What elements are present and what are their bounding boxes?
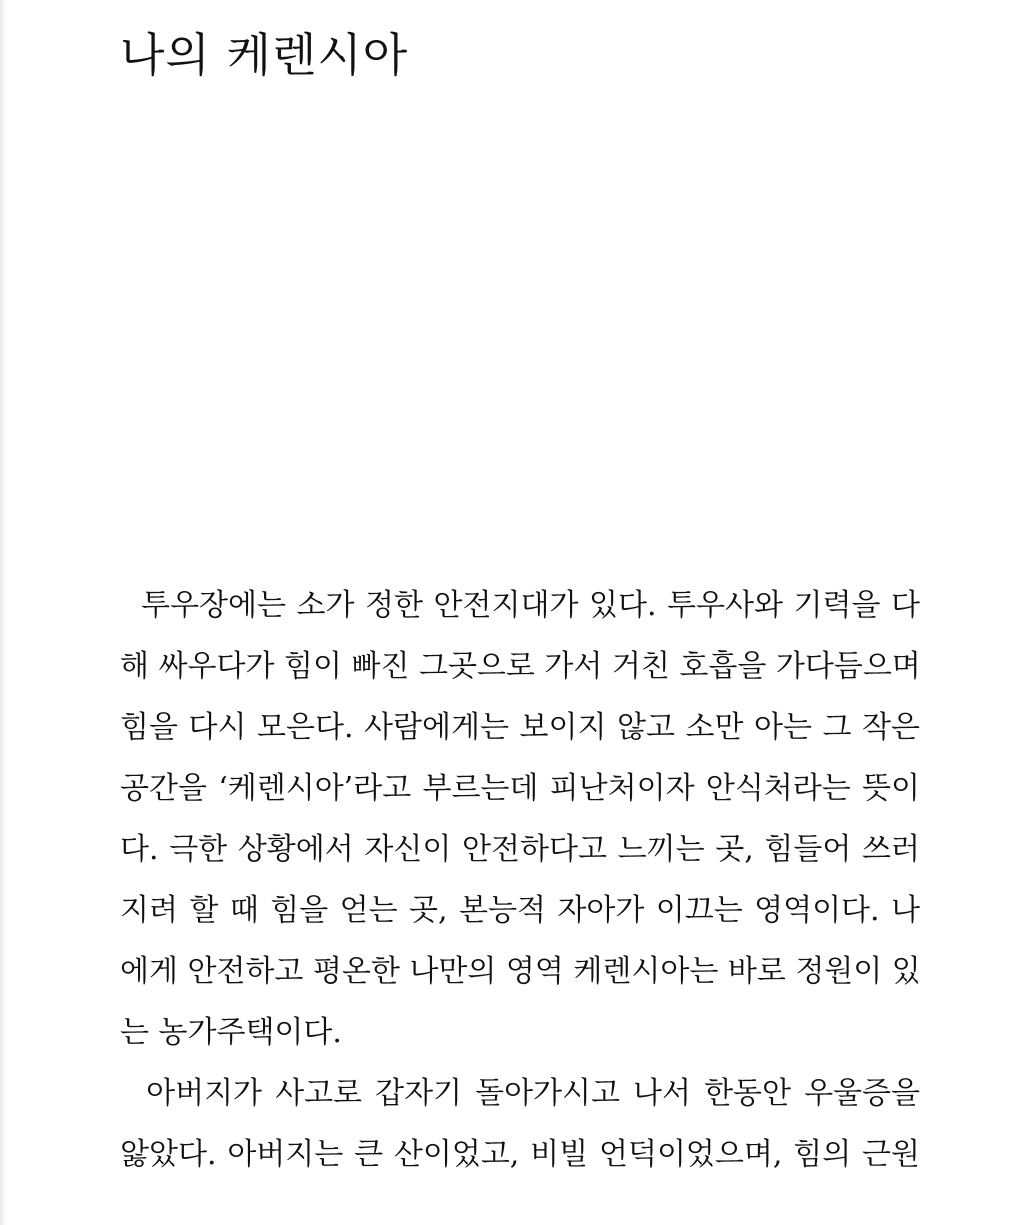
text-line: 지려 할 때 힘을 얻는 곳, 본능적 자아가 이끄는 영역이다. 나 (120, 893, 920, 928)
text-line: 에게 안전하고 평온한 나만의 영역 케렌시아는 바로 정원이 있 (120, 954, 921, 989)
text-line: 다. 극한 상황에서 자신이 안전하다고 느끼는 곳, 힘들어 쓰러 (120, 832, 920, 867)
text-line: 공간을 ‘케렌시아’라고 부르는데 피난처이자 안식처라는 뜻이 (120, 771, 920, 806)
text-line: 투우장에는 소가 정한 안전지대가 있다. 투우사와 기력을 다 (120, 588, 920, 623)
page-left-edge-shadow (0, 0, 6, 1225)
paragraph-2 (120, 1063, 920, 1185)
text-line: 힘을 다시 모은다. 사람에게는 보이지 않고 소만 아는 그 작은 (120, 710, 920, 745)
body-text (120, 575, 920, 1185)
text-line: 앓았다. 아버지는 큰 산이었고, 비빌 언덕이었으며, 힘의 근원 (120, 1137, 920, 1172)
text-line: 는 농가주택이다. (120, 1015, 342, 1050)
text-line: 아버지가 사고로 갑자기 돌아가시고 나서 한동안 우울증을 (120, 1076, 920, 1111)
paragraph-1 (120, 575, 920, 1063)
page-title: 나의 케렌시아 (120, 28, 409, 82)
text-line: 해 싸우다가 힘이 빠진 그곳으로 가서 거친 호흡을 가다듬으며 (120, 649, 921, 684)
